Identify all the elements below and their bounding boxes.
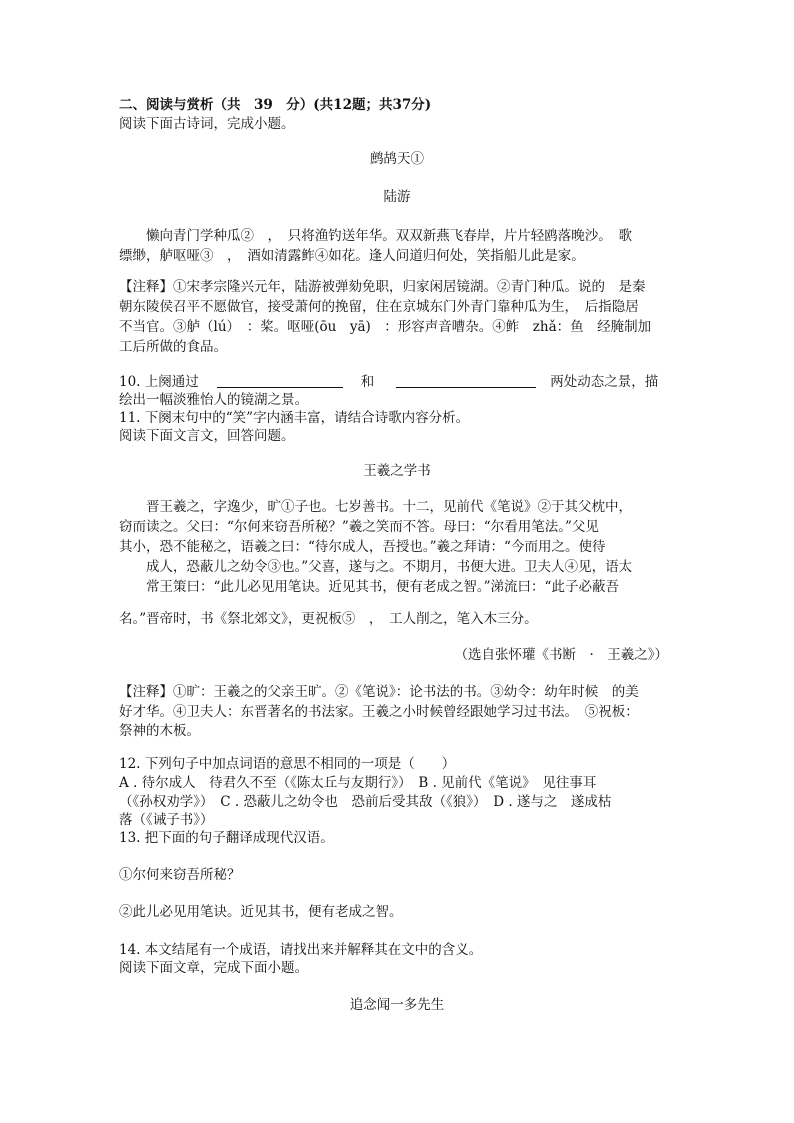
question-14: 14. 本文结尾有一个成语，请找出来并解释其在文中的含义。 (119, 942, 483, 958)
question-13: 13. 把下面的句子翻译成现代汉语。 (119, 830, 334, 846)
classical-source: （选自张怀瓘《书断 · 王羲之》） (454, 647, 668, 663)
classical-note-2: 好才华。④卫夫人：东晋著名的书法家。王羲之小时候曾经跟她学习过书法。 ⑤祝板： (119, 704, 639, 720)
poem-note-1: 【注释】①宋孝宗隆兴元年，陆游被弹劾免职，归家闲居镜湖。②青门种瓜。说的 是秦 (119, 279, 646, 295)
q13-item-1: ①尔何来窃吾所秘？ (119, 867, 241, 883)
q10-blank-2[interactable] (396, 373, 536, 388)
modern-title: 追念闻一多先生 (349, 997, 445, 1013)
q10-line-2: 绘出一幅淡雅怡人的镜湖之景。 (119, 392, 308, 408)
q12-options-2: （《孙权劝学》） C . 恐蔽儿之幼令也 恐前后受其敌（《狼》） D . 遂与之 遂成枯 (119, 794, 612, 810)
poem-note-3: 不当官。③舻（lú） ：桨。呕哑(ōu yā) ：形容声音嘈杂。④鲊 zhǎ：鱼 经腌制加 (119, 319, 652, 335)
question-10 (119, 373, 658, 391)
question-12: 12. 下列句子中加点词语的意思不相同的一项是（ ） (119, 756, 456, 772)
poem-line-2: 缥缈，舻呕哑③ ， 酒如清露鲊④如花。逢人问道归何处，笑指船儿此是家。 (119, 248, 585, 264)
classical-line-4: 成人，恐蔽儿之幼令③也。”父喜，遂与之。不期月，书便大进。卫夫人④见，语太 (146, 559, 633, 575)
poem-line-1: 懒向青门学种瓜② ， 只将渔钓送年华。双双新燕飞春岸，片片轻鸥落晚沙。 歌 (146, 228, 632, 244)
poem-note-4: 工后所做的食品。 (119, 339, 227, 355)
intro-classical: 阅读下面文言文，回答问题。 (119, 428, 295, 444)
q10-text-2: 和 (360, 374, 375, 390)
intro-modern: 阅读下面文章，完成下面小题。 (119, 960, 308, 976)
classical-note-1: 【注释】①旷：王羲之的父亲王旷。②《笔说》：论书法的书。③幼令：幼年时候 的美 (119, 684, 639, 700)
classical-note-3: 祭神的木板。 (119, 723, 200, 739)
question-11: 11. 下阕末句中的“笑”字内涵丰富，请结合诗歌内容分析。 (119, 410, 470, 426)
poem-title: 鹧鸪天① (370, 151, 424, 167)
poem-note-2: 朝东陵侯召平不愿做官，接受萧何的挽留，住在京城东门外青门靠种瓜为生， 后指隐居 (119, 299, 639, 315)
classical-title: 王羲之学书 (363, 463, 431, 479)
classical-line-6: 名。”晋帝时，书《祭北郊文》，更祝板⑤ ， 工人削之，笔入木三分。 (119, 611, 538, 627)
intro-poem: 阅读下面古诗词，完成小题。 (119, 116, 295, 132)
q10-text-1: 10. 上阕通过 (119, 374, 199, 390)
q13-item-2: ②此儿必见用笔诀。近见其书，便有老成之智。 (119, 904, 403, 920)
q12-options-1: A . 待尔成人 待君久不至（《陈太丘与友期行》） B . 见前代《笔说》 见往事耳 (119, 775, 597, 791)
poem-author: 陆游 (383, 189, 411, 205)
classical-line-2: 窃而读之。父曰：“尔何来窃吾所秘？”羲之笑而不答。母曰：“尔看用笔法。”父见 (119, 519, 599, 535)
classical-line-5: 常王策曰：“此儿必见用笔诀。近见其书，便有老成之智。”涕流曰：“此子必蔽吾 (146, 579, 619, 595)
classical-line-3: 其小，恐不能秘之，语羲之曰：“待尔成人，吾授也。”羲之拜请：“今而用之。使待 (119, 539, 606, 555)
section-header: 二、阅读与赏析（共 39 分）(共12题；共37分) (119, 97, 432, 113)
classical-line-1: 晋王羲之，字逸少，旷①子也。七岁善书。十二，见前代《笔说》②于其父枕中， (146, 499, 632, 515)
q10-blank-1[interactable] (217, 373, 343, 388)
q10-text-3: 两处动态之景，描 (550, 374, 659, 390)
q12-options-3: 落（《诫子书》） (119, 812, 214, 828)
